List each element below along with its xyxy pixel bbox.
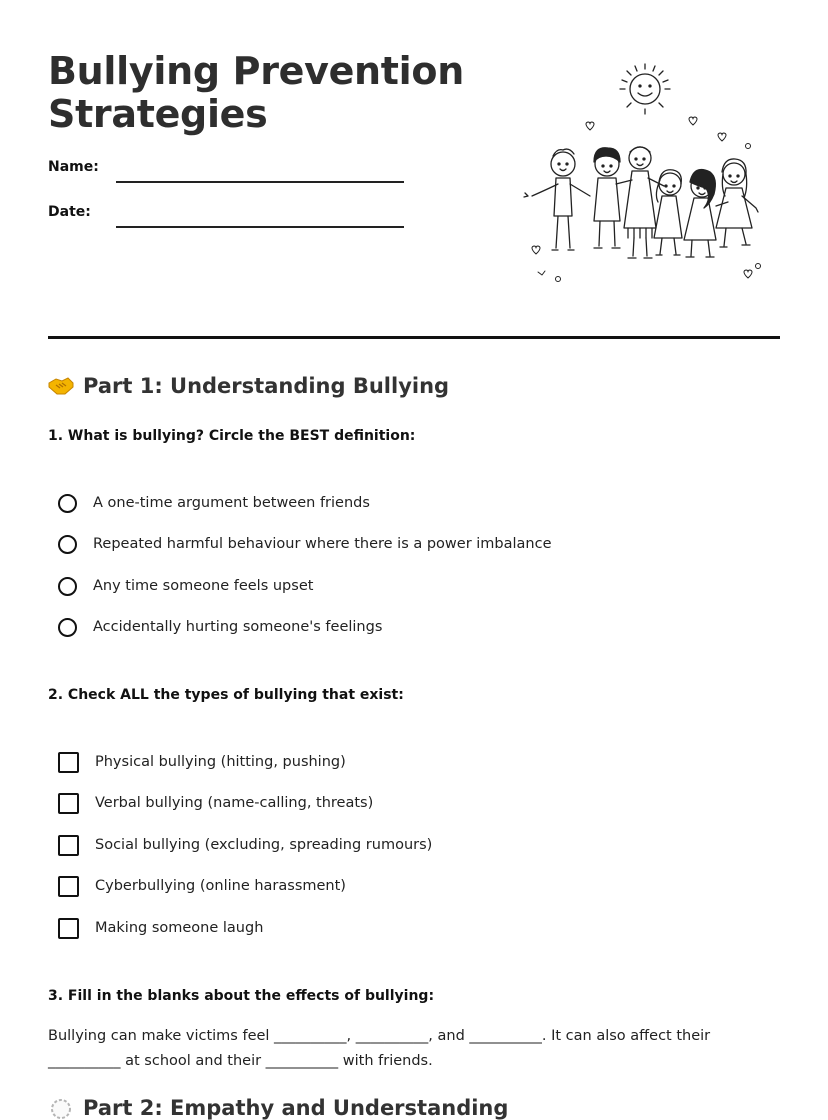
part1-heading: [48, 374, 449, 398]
question-1: 1. What is bullying? Circle the BEST definition:: [48, 428, 416, 444]
part2-heading: [48, 1096, 508, 1120]
q1-option[interactable]: [58, 615, 382, 639]
q1-option-text: A one-time argument between friends: [93, 495, 370, 511]
q1-option[interactable]: [58, 532, 552, 556]
part2-heading-text: Part 2: Empathy and Understanding: [83, 1096, 509, 1120]
radio-circle[interactable]: [58, 494, 77, 513]
q1-option[interactable]: [58, 574, 313, 598]
q1-option[interactable]: [58, 491, 370, 515]
name-input-line[interactable]: [116, 181, 404, 183]
header-divider: [48, 336, 780, 339]
q2-option-text: Social bullying (excluding, spreading rumours): [95, 837, 433, 853]
radio-circle[interactable]: [58, 535, 77, 554]
q2-option-text: Cyberbullying (online harassment): [95, 878, 346, 894]
thought-bubble-icon: [48, 1097, 74, 1119]
radio-circle[interactable]: [58, 577, 77, 596]
date-input-line[interactable]: [116, 226, 404, 228]
part1-heading-text: Part 1: Understanding Bullying: [83, 374, 450, 398]
question-3: 3. Fill in the blanks about the effects of bullying:: [48, 988, 435, 1004]
date-label: Date:: [48, 204, 91, 220]
checkbox[interactable]: [58, 918, 79, 939]
handshake-icon: [48, 375, 74, 397]
question-2: 2. Check ALL the types of bullying that exist:: [48, 687, 404, 703]
q2-option-text: Making someone laugh: [95, 920, 264, 936]
q2-option[interactable]: [58, 750, 346, 774]
q1-option-text: Repeated harmful behaviour where there is a power imbalance: [93, 536, 552, 552]
children-group: [524, 147, 758, 258]
q2-option[interactable]: [58, 791, 373, 815]
radio-circle[interactable]: [58, 618, 77, 637]
checkbox[interactable]: [58, 793, 79, 814]
q2-option[interactable]: [58, 916, 263, 940]
q1-option-text: Accidentally hurting someone's feelings: [93, 619, 383, 635]
checkbox[interactable]: [58, 876, 79, 897]
children-illustration: [520, 56, 770, 292]
heart-icon: [532, 117, 761, 282]
q2-option-text: Verbal bullying (name-calling, threats): [95, 795, 374, 811]
checkbox[interactable]: [58, 835, 79, 856]
q1-option-text: Any time someone feels upset: [93, 578, 314, 594]
date-field[interactable]: [48, 204, 404, 228]
name-field[interactable]: [48, 159, 404, 183]
sun-icon: [620, 64, 670, 114]
q2-option-text: Physical bullying (hitting, pushing): [95, 754, 346, 770]
worksheet-title: Bullying Prevention Strategies: [48, 49, 464, 136]
fill-in-blanks-text[interactable]: Bullying can make victims feel __________, __________, and __________. It can also affect their __________ at school and their __________ with friends.: [48, 1028, 711, 1069]
checkbox[interactable]: [58, 752, 79, 773]
name-label: Name:: [48, 159, 99, 175]
q2-option[interactable]: [58, 833, 432, 857]
q2-option[interactable]: [58, 874, 346, 898]
